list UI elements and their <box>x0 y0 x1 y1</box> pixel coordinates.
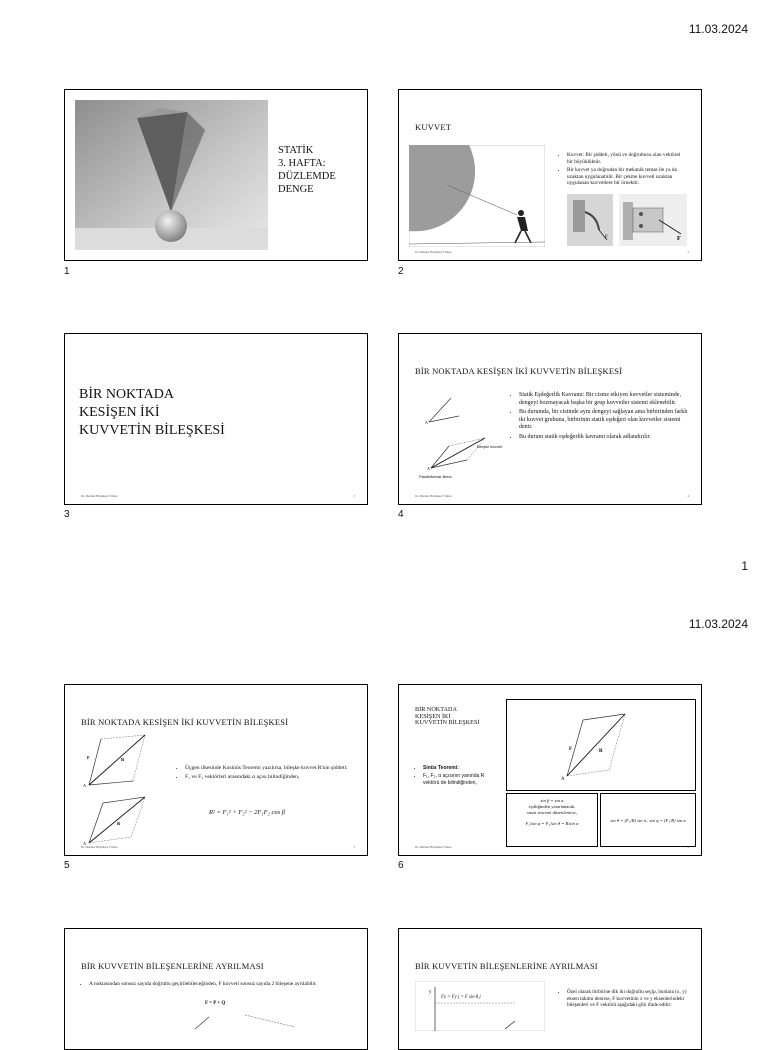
page-date: 11.03.2024 <box>688 617 748 631</box>
bracket-image <box>619 194 687 246</box>
triangle-rule-diagram <box>81 731 167 847</box>
svg-text:R: R <box>599 749 603 754</box>
slide-3[interactable] <box>64 333 368 505</box>
sine-law-box: sin β = sin α eşitliğinden yararlanarak, sinüs teoremi düzenlenirse, F₁/sin φ = F₂/sin θ = R/sin α <box>506 793 598 847</box>
svg-text:A: A <box>83 783 87 788</box>
svg-text:F: F <box>87 755 90 760</box>
slide-6[interactable] <box>398 684 702 856</box>
decomposition-diagram <box>185 1011 305 1031</box>
slide-3-title: BİR NOKTADA KESİŞEN İKİ KUVVETİN BİLEŞKESİ <box>79 387 225 439</box>
svg-text:R: R <box>121 757 125 762</box>
slide-8-formula: Fy = Fy j = F sin θ j <box>441 995 481 1000</box>
slide-8[interactable] <box>398 928 702 1050</box>
hook-image <box>567 194 613 246</box>
slide-footer: Dr. Mehmet Büyükşen Yılmaz <box>81 494 118 498</box>
slide-footer-number: 6 <box>687 845 689 849</box>
slide-2-bullets: • Kuvvet: Bir şiddeti, yönü ve doğrultusu olan vektörel bir büyüklüktür. • Bir kuvvet ya doğrudan bir mekanik temas ile ya da uzaktan uygulanabilir. Bir çekme kuvveti uzaktan uygulanan kuvvetlere bir örnektir. <box>559 152 687 189</box>
pulling-man-image <box>409 145 545 247</box>
slide-7[interactable] <box>64 928 368 1050</box>
cone-sphere-image <box>75 100 268 250</box>
svg-text:F: F <box>569 747 573 752</box>
sine-diagram <box>557 706 647 786</box>
svg-text:A: A <box>427 466 430 471</box>
slide-number: 3 <box>64 509 70 520</box>
slide-5[interactable] <box>64 684 368 856</box>
slide-number: 6 <box>398 860 404 871</box>
slide-2[interactable] <box>398 89 702 261</box>
page-date: 11.03.2024 <box>688 22 748 36</box>
slide-7-bullets: • A noktasından sonsuz sayıda doğrultu geçirilebileceğinden, F kuvveti sonsuz sayıda 2 bileşene ayrılabilir. <box>81 981 359 990</box>
slide-7-formula: F = P + Q <box>205 1001 226 1006</box>
slide-footer-number: 3 <box>353 494 355 498</box>
slide-4[interactable] <box>398 333 702 505</box>
label-resultant: Bileşke kuvveti <box>477 445 503 449</box>
sheet-number: 1 <box>741 559 748 573</box>
slide-footer-number: 4 <box>687 494 689 498</box>
parallelogram-diagram <box>415 388 511 484</box>
slide-number: 1 <box>64 266 70 277</box>
slide-footer: Dr. Mehmet Büyükşen Yılmaz <box>415 494 452 498</box>
cosine-formula: R² = F₁² + F₂² − 2F₁F₂ cos β <box>209 809 286 816</box>
slide-number: 2 <box>398 266 404 277</box>
slide-number: 4 <box>398 509 404 520</box>
slide-footer: Dr. Mehmet Büyükşen Yılmaz <box>81 845 118 849</box>
label-parallelogram: Paralelkenar ilkesi <box>419 474 452 479</box>
slide-footer: Dr. Mehmet Büyükşen Yılmaz <box>415 250 452 254</box>
slide-6-bullets: • Sinüs Teoremi: • F₁, F₂, α açısının yanında R vektörü de bilindiğinden, <box>415 765 501 788</box>
svg-text:F: F <box>677 236 681 242</box>
slide-5-title: BİR NOKTADA KESİŞEN İKİ KUVVETİN BİLEŞKESİ <box>81 717 289 727</box>
svg-text:A: A <box>83 841 87 846</box>
sine-formulas-box: sin θ = (F₂/R) sin α , sin φ = (F₁/R) sin α <box>600 793 696 847</box>
slide-footer-number: 2 <box>687 250 689 254</box>
svg-text:F: F <box>605 235 608 240</box>
svg-text:y: y <box>429 990 432 995</box>
slide-7-title: BİR KUVVETİN BİLEŞENLERİNE AYRILMASI <box>81 961 264 971</box>
slide-2-title: KUVVET <box>415 122 452 132</box>
slide-8-title: BİR KUVVETİN BİLEŞENLERİNE AYRILMASI <box>415 961 598 971</box>
svg-text:A: A <box>561 777 565 782</box>
slide-4-title: BİR NOKTADA KESİŞEN İKİ KUVVETİN BİLEŞKESİ <box>415 366 623 376</box>
slide-1[interactable] <box>64 89 368 261</box>
slide-5-bullets: • Üçgen ilkesinde Kosinüs Teoremi yazılırsa, bileşke kuvvet R'nin şiddeti: • F₁ ve F₂ vektörleri arasındaki α açısı bilindiğinden, <box>177 765 357 783</box>
slide-8-bullets: • Özel olarak birbirine dik iki doğrultu seçip, bunlara (x, y) eksen takımı denirse, F kuvvetinin x ve y eksenlerindeki bileşenleri ve F vektörü aşağıdaki gibi ifade edilir: <box>559 989 689 1011</box>
svg-text:R: R <box>117 821 121 826</box>
slide-footer: Dr. Mehmet Büyükşen Yılmaz <box>415 845 452 849</box>
sine-diagram-box <box>506 699 696 791</box>
slide-4-bullets: • Statik Eşdeğerlik Kavramı: Bir cisme etkiyen kuvvetler sisteminde, dengeyi bozmayacak başka bir grup kuvvetler sistemi eklenebilir. • Bu durumda, bir cisimde aynı dengeyi sağlayan ama birbirinden farklı iki kuvvet grubuna, birbirinin statik eşdeğeri olan kuvvetler sistemi denir. • Bu durum statik eşdeğerlik kavramı olarak adlandırılır. <box>511 392 691 443</box>
slide-footer-number: 5 <box>353 845 355 849</box>
svg-text:A: A <box>425 420 428 425</box>
slide-1-title: STATİK 3. HAFTA: DÜZLEMDE DENGE <box>278 145 336 196</box>
slide-6-title: BİR NOKTADA KESİŞEN İKİ KUVVETİN BİLEŞKESİ <box>415 706 480 726</box>
slide-number: 5 <box>64 860 70 871</box>
